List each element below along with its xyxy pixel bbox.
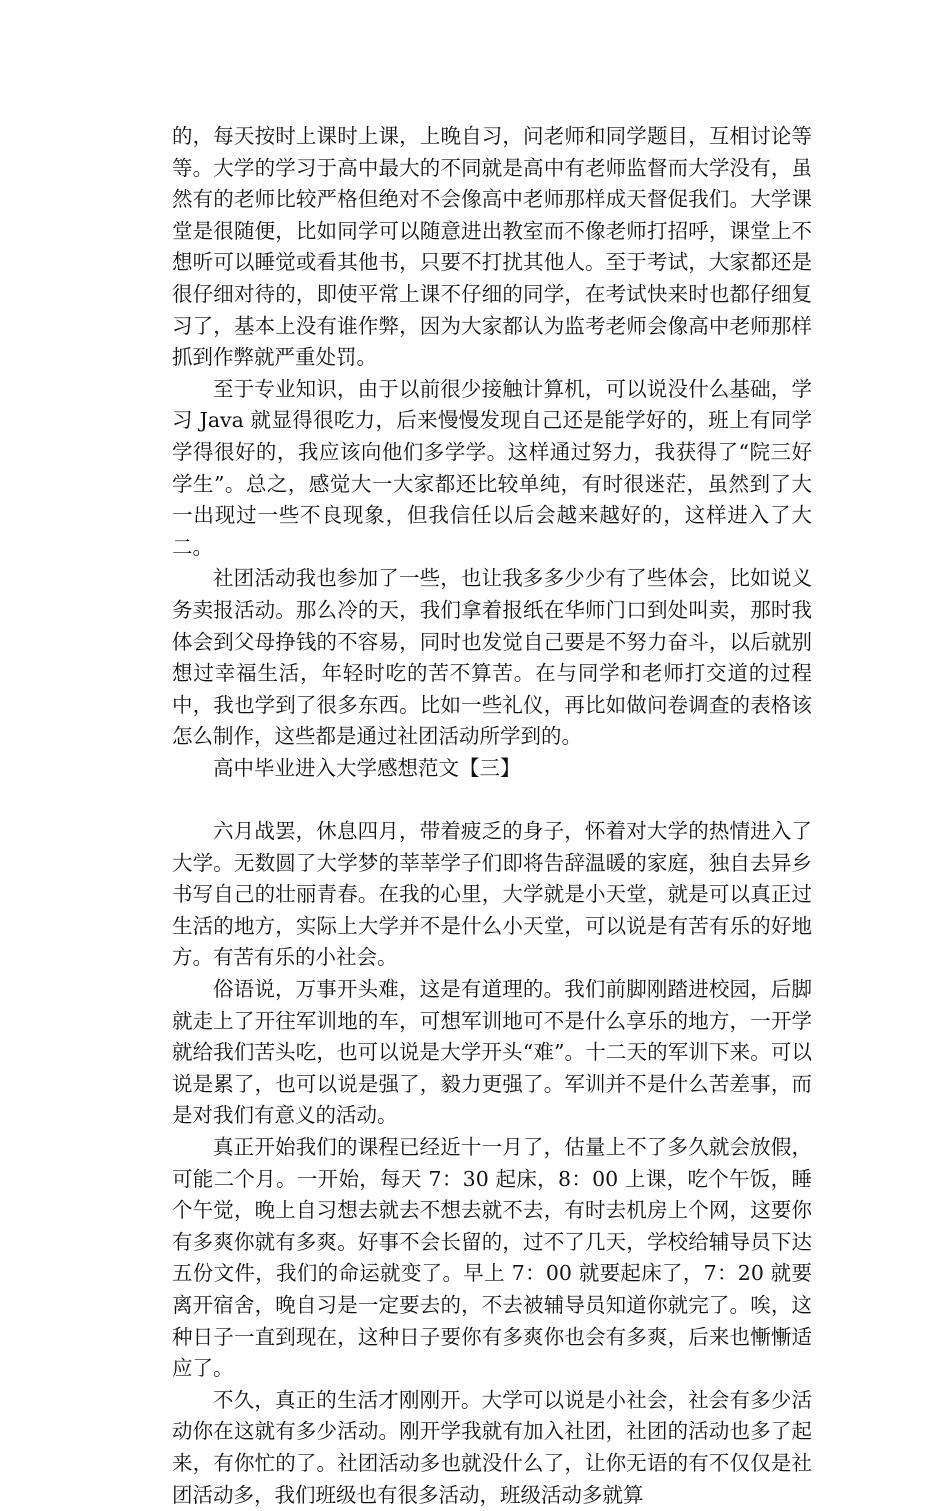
paragraph-6: 真正开始我们的课程已经近十一月了，估量上不了多久就会放假，可能二个月。一开始，每天 7：30 起床，8：00 上课，吃个午饭，睡个午觉，晚上自习想去就去不想去就不去，有时去机房上个网，这要你有多爽你就有多爽。好事不会长留的，过不了几天，学校给辅导员下达五份文件，我们的命运就变了。早上 7：00 就要起床了，7：20 就要离开宿舍，晚自习是一定要去的，不去被辅导员知道你就完了。唉，这种日子一直到现在，这种日子要你有多爽你也会有多爽，后来也慚慚适应了。 [172, 1135, 812, 1381]
document-body [172, 121, 812, 1511]
blank-line [172, 784, 812, 816]
section-heading: 高中毕业进入大学感想范文【三】 [213, 755, 521, 780]
paragraph-2: 至于专业知识，由于以前很少接触计算机，可以说没什么基础，学习 Java 就显得很吃力，后来慢慢发现自己还是能学好的，班上有同学学得很好的，我应该向他们多学学。这样通过努力，我获得了“院三好学生”。总之，感觉大一大家都还比较单纯，有时很迷茫，虽然到了大一出现过一些不良现象，但我信任以后会越来越好的，这样进入了大二。 [172, 376, 812, 559]
paragraph-4: 六月战罢，休息四月，带着疲乏的身子，怀着对大学的热情进入了大学。无数圆了大学梦的莘莘学子们即将告辞温暖的家庭，独自去异乡书写自己的壮丽青春。在我的心里，大学就是小天堂，就是可以真正过生活的地方，实际上大学并不是什么小天堂，可以说是有苦有乐的好地方。有苦有乐的小社会。 [172, 819, 812, 970]
paragraph-3: 社团活动我也参加了一些，也让我多多少少有了些体会，比如说义务卖报活动。那么冷的天，我们拿着报纸在华师门口到处叫卖，那时我体会到父母挣钱的不容易，同时也发觉自己要是不努力奋斗，以后就别想过幸福生活，年轻时吃的苦不算苦。在与同学和老师打交道的过程中，我也学到了很多东西。比如一些礼仪，再比如做问卷调查的表格该怎么制作，这些都是通过社团活动所学到的。 [172, 566, 812, 749]
paragraph-1: 的，每天按时上课时上课，上晚自习，问老师和同学题目，互相讨论等等。大学的学习于高中最大的不同就是高中有老师监督而大学没有，虽然有的老师比较严格但绝对不会像高中老师那样成天督促我们。大学课堂是很随便，比如同学可以随意进出教室而不像老师打招呼，课堂上不想听可以睡觉或看其他书，只要不打扰其他人。至于考试，大家都还是很仔细对待的，即使平常上课不仔细的同学，在考试快来时也都仔细复习了，基本上没有谁作弊，因为大家都认为监考老师会像高中老师那样抓到作弊就严重处罚。 [172, 124, 812, 370]
paragraph-5: 俗语说，万事开头难，这是有道理的。我们前脚刚踏进校园，后脚就走上了开往军训地的车，可想军训地可不是什么享乐的地方，一开学就给我们苦头吃，也可以说是大学开头“难”。十二天的军训下来。可以说是累了，也可以说是强了，毅力更强了。军训并不是什么苦差事，而是对我们有意义的活动。 [172, 977, 812, 1128]
paragraph-7: 不久，真正的生活才刚刚开。大学可以说是小社会，社会有多少活动你在这就有多少活动。刚开学我就有加入社团，社团的活动也多了起来，有你忙的了。社团活动多也就没什么了，让你无语的有不仅仅是社团活动多，我们班级也有很多活动，班级活动多就算 [172, 1387, 812, 1507]
